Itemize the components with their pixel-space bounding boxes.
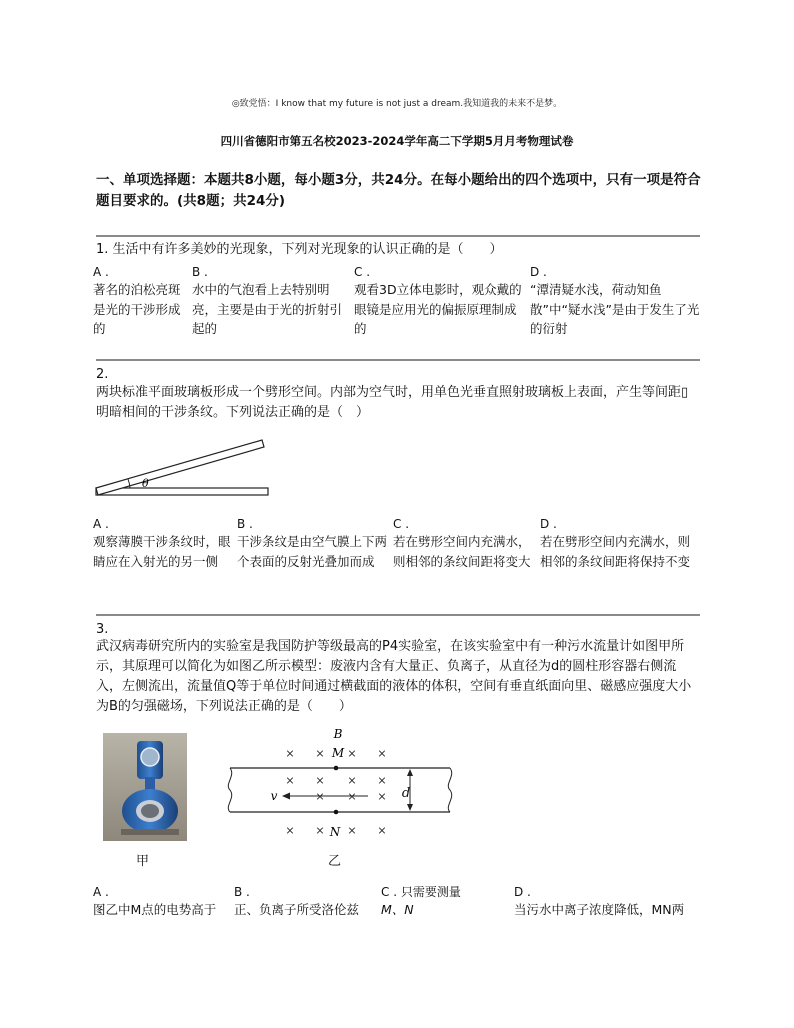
question-3-number: 3. [96,622,109,637]
svg-text:×: × [315,824,325,837]
svg-text:×: × [315,774,325,787]
option-letter: D . [514,885,531,899]
option-c[interactable] [381,883,511,920]
diagram-caption: 乙 [328,854,342,869]
option-a[interactable] [93,263,189,339]
option-letter: A . [93,517,109,531]
svg-text:×: × [285,774,295,787]
question-2-stem: 两块标准平面玻璃板形成一个劈形空间。内部为空气时，用单色光垂直照射玻璃板上表面，产生等间距▯明暗相间的干涉条纹。下列说法正确的是（ ） [96,385,689,420]
exam-title: 四川省德阳市第五名校2023-2024学年高二下学期5月月考物理试卷 [220,134,574,148]
option-letter: D . [530,265,547,279]
svg-text:×: × [347,774,357,787]
diameter-label: d [401,786,411,801]
question-2-number: 2. [96,367,109,382]
svg-text:×: × [347,747,357,760]
question-3-stem: 武汉病毒研究所内的实验室是我国防护等级最高的P4实验室，在该实验室中有一种污水流量计如图甲所示，其原理可以简化为如图乙所示模型：废液内含有大量正、负离子，从直径为d的圆柱形容器右侧流入，左侧流出，流量值Q等于单位时间通过横截面的液体的体积，空间有垂直纸面向里、磁感应强度大小为B的匀强磁场，下列说法正确的是（ ） [96,639,692,714]
option-text: 观看3D立体电影时，观众戴的眼镜是应用光的偏振原理制成的 [354,282,522,336]
question-divider [96,614,700,616]
wedge-figure [92,436,274,500]
flowmeter-photo [103,733,187,841]
svg-text:×: × [377,747,387,760]
field-label-b: B [333,727,343,741]
svg-text:×: × [377,790,387,803]
velocity-label: v [270,789,278,803]
option-text: 水中的气泡看上去特别明亮，主要是由于光的折射引起的 [192,282,343,336]
option-d[interactable] [530,263,700,339]
option-text: M、N [381,902,414,917]
option-d[interactable] [514,883,704,920]
svg-text:×: × [377,824,387,837]
point-label-m: M [331,746,345,760]
option-b[interactable] [234,883,376,920]
option-d[interactable] [540,515,700,571]
option-letter: B . [234,885,250,899]
option-text: 观察薄膜干涉条纹时，眼睛应在入射光的另一侧 [93,534,231,569]
header-motto: ◎致党悟：I know that my future is not just a dream.我知道我的未来不是梦。 [231,99,563,109]
option-text: 图乙中M点的电势高于 [93,902,217,917]
option-c[interactable] [354,263,526,339]
option-text: 当污水中离子浓度降低，MN两 [514,902,685,917]
option-letter: B . [192,265,208,279]
option-text: 正、负离子所受洛伦兹 [234,902,360,917]
point-label-n: N [329,825,341,839]
option-b[interactable] [192,263,348,339]
svg-text:×: × [285,747,295,760]
question-1-stem [96,240,700,260]
photo-caption: 甲 [136,854,150,869]
magnetic-field-diagram [222,726,458,840]
option-text: 干涉条纹是由空气膜上下两个表面的反射光叠加而成 [237,534,388,569]
svg-text:×: × [315,790,325,803]
option-text: 若在劈形空间内充满水，则相邻的条纹间距将保持不变 [540,534,691,569]
angle-label: θ [142,477,149,490]
option-letter: C . 只需要测量 [381,885,461,899]
question-text: 生活中有许多美妙的光现象，下列对光现象的认识正确的是（ ） [112,242,503,257]
option-b[interactable] [237,515,389,571]
option-text: 著名的泊松亮斑是光的干涉形成的 [93,282,181,336]
question-divider [96,359,700,361]
svg-text:×: × [347,824,357,837]
option-letter: A . [93,885,109,899]
option-a[interactable] [93,883,233,920]
svg-text:×: × [347,790,357,803]
question-divider [96,235,700,237]
section-heading: 一、单项选择题：本题共8小题，每小题3分，共24分。在每小题给出的四个选项中，只有一项是符合题目要求的。(共8题；共24分) [96,172,701,209]
svg-text:×: × [315,747,325,760]
option-letter: B . [237,517,253,531]
option-letter: C . [354,265,371,279]
option-c[interactable] [393,515,533,571]
option-letter: A . [93,265,109,279]
field-crosses [285,747,386,837]
option-text: 若在劈形空间内充满水，则相邻的条纹间距将变大 [393,534,531,569]
option-text: “潭清疑水浅，荷动知鱼散”中“疑水浅”是由于发生了光的衍射 [530,282,700,336]
svg-text:×: × [377,774,387,787]
option-a[interactable] [93,515,233,571]
question-number: 1. [96,242,109,257]
svg-text:×: × [285,824,295,837]
option-letter: D . [540,517,557,531]
option-letter: C . [393,517,410,531]
